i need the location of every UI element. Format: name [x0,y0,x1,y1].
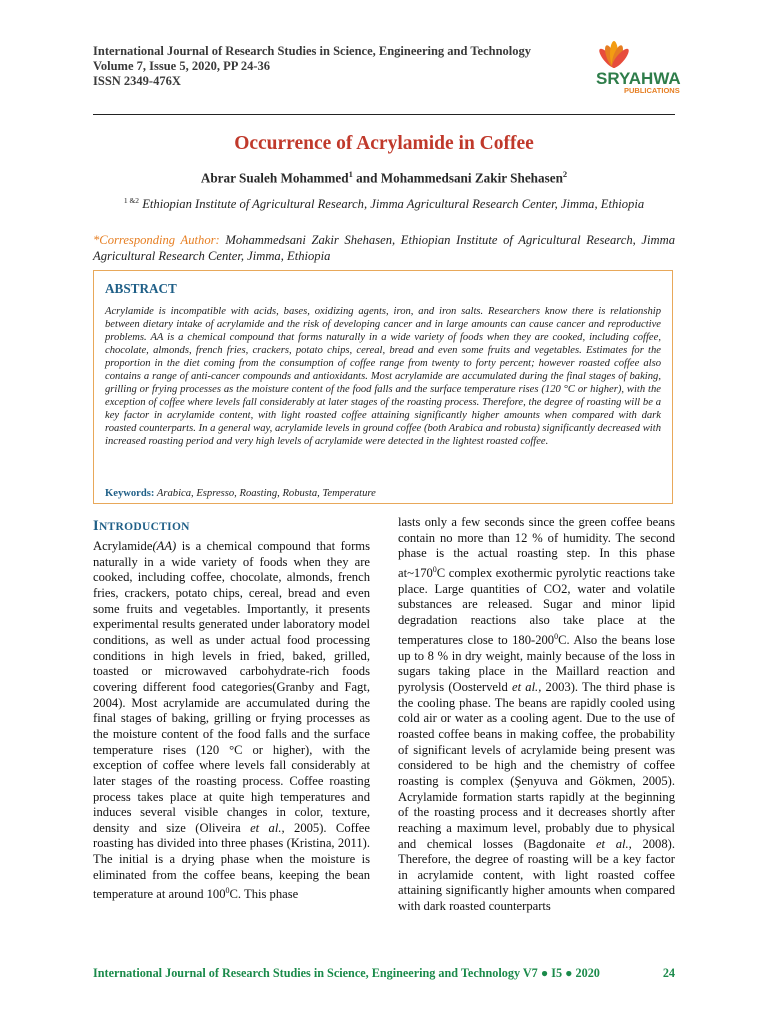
paper-title: Occurrence of Acrylamide in Coffee [234,133,534,154]
keywords-label: Keywords: [105,488,155,499]
text-run: C complex exothermic pyrolytic reactions take place. Large quantities of CO2, water and volatile substances are released. Sugar and minor lipid degradation reactions also take place at the temperatures close to 180-200 [398,566,675,647]
text-run: Acrylamide [93,539,153,553]
abstract-body: Acrylamide is incompatible with acids, bases, oxidizing agents, iron, and iron salts. Researchers know there is relationship between dietary intake of acrylamide and the risk of developing cancer and in large amounts can cause cancer and reproductive problems. AA is a chemical compound that forms naturally in a wide variety of foods when they are cooked, including coffee, chocolate, almonds, french fries, crackers, potato chips, cereal, bread and even some fruits and vegetables. Estimates for the proportion in the diet coming from the consumption of coffee range from twenty to forty percent; however roasted coffee also contains a range of anti-cancer compounds and antioxidants. Most acrylamide are accumulated during the final stages of baking, grilling or frying processes as the moisture content of the food falls and the surface temperature rises (120 °C or higher), with the exception of coffee where levels fall considerably at later stages of the roasting process. Therefore, the degree of roasting will be a key factor in acrylamide content, with light roasted coffee attaining significantly higher amounts when compared with dark roasted counterparts. In a general way, acrylamide levels in ground coffee (both Arabica and robusta) significantly decreased with increased roasting period and very high levels of acrylamide were detected in the lightest roasted coffee. [105,306,661,448]
corresponding-author-text: Mohammedsani Zakir Shehasen, Ethiopian Institute of Agricultural Research, Jimma Agricultural Research Center, Jimma, Ethiopia [93,233,675,263]
lotus-icon [597,41,631,70]
section-heading-introduction [93,518,190,535]
affiliation [110,193,658,212]
superscript: 0 [432,564,437,574]
author-2-mark: 2 [562,169,568,179]
affiliation-text: Ethiopian Institute of Agricultural Research, Jimma Agricultural Research Center, Jimma, Ethiopia [139,197,645,212]
page-number: 24 [662,966,675,980]
keywords [105,487,661,500]
intro-text-left-column [93,539,370,903]
text-run-italic: (AA) [152,539,177,553]
text-run-italic: et al., [512,679,542,694]
footer-journal: International Journal of Research Studies in Science, Engineering and Technology V7 ● I5 ● 2020 [93,966,600,980]
text-run: 2008). Therefore, the degree of roasting will be a key factor in acrylamide content, with light roasted coffee attaining significantly higher amounts when compared with dark roasted counterparts [398,836,675,914]
text-run-italic: et al., [250,820,285,835]
author-1: Abrar Sualeh Mohammed [200,170,349,186]
author-line [93,169,675,186]
journal-issn: ISSN 2349-476X [93,74,181,88]
corresponding-author-label: *Corresponding Author: [93,233,220,247]
superscript: 0 [554,631,559,641]
intro-text-right-column [398,515,675,915]
superscript: 0 [225,886,230,896]
section-heading-cap: I [93,518,99,534]
text-run: C. Also the beans lose up to 8 % in dry weight, mainly because of the loss in sugars taking place in the Maillard reaction and pyrolysis (Oosterveld [398,632,675,694]
text-run: C. This phase [229,887,299,902]
journal-name: International Journal of Research Studies in Science, Engineering and Technology [93,44,532,58]
keywords-list: Arabica, Espresso, Roasting, Robusta, Temperature [154,488,376,499]
page-footer [93,966,675,981]
text-run: lasts only a few seconds since the green coffee beans contain no more than 12 % of humidity. The second phase is the actual roasting step. In this phase at~170 [398,515,675,581]
header-rule [93,114,675,115]
section-heading-rest: NTRODUCTION [98,521,190,533]
journal-volume: Volume 7, Issue 5, 2020, PP 24-36 [93,59,270,73]
abstract-box [93,270,673,504]
affiliation-mark: 1 &2 [123,196,140,205]
text-run: 2005). Coffee roasting has divided into three phases (Kristina, 2011). The initial is a drying phase when the moisture is eliminated from the coffee beans, keeping the bean temperature at around 100 [93,820,370,902]
text-run: 2003). The third phase is the cooling phase. The beans are rapidly cooled using cold air or water as a cooling agent. Due to the use of roasted coffee beans in making coffee, the probability of significant levels of acrylamide being present was considered to be high and the chemistry of coffee roasting is complex (Şenyuva and Gökmen, 2005). Acrylamide formation starts rapidly at the beginning of the roasting process and it decreases shortly after reaching a maximum level, probably due to physical and chemical losses (Bagdonaite [398,679,675,851]
abstract-heading: ABSTRACT [105,281,177,296]
author-1-mark: 1 [348,169,353,179]
text-run-italic: et al., [595,836,632,851]
logo-subtext: PUBLICATIONS [624,86,680,95]
logo-text: SRYAHWA [596,69,681,88]
author-separator: and [352,170,381,186]
author-2: Mohammedsani Zakir Shehasen [380,170,563,186]
publisher-logo [584,40,688,96]
corresponding-author [93,232,675,264]
text-run: is a chemical compound that forms naturally in a wide variety of foods when they are cooked, including coffee, chocolate, almonds, french fries, crackers, potato chips, cereal, bread and even some fruits and vegetables. Importantly, it presents experimental results generated under laboratory model conditions, as well as under actual food processing conditions in high levels in fried, baked, grilled, toasted or microwaved carbohydrate-rich foods covering different food categories(Granby and Fagt, 2004). Most acrylamide are accumulated during the final stages of baking, grilling or frying processes as the moisture content of the food falls and the surface temperature rises (120 °C or higher), with the exception of coffee where levels fall considerably at later stages of the roasting process. Coffee roasting process takes place at quite high temperatures and induces several visible changes in color, texture, density and size (Oliveira [93,539,370,835]
